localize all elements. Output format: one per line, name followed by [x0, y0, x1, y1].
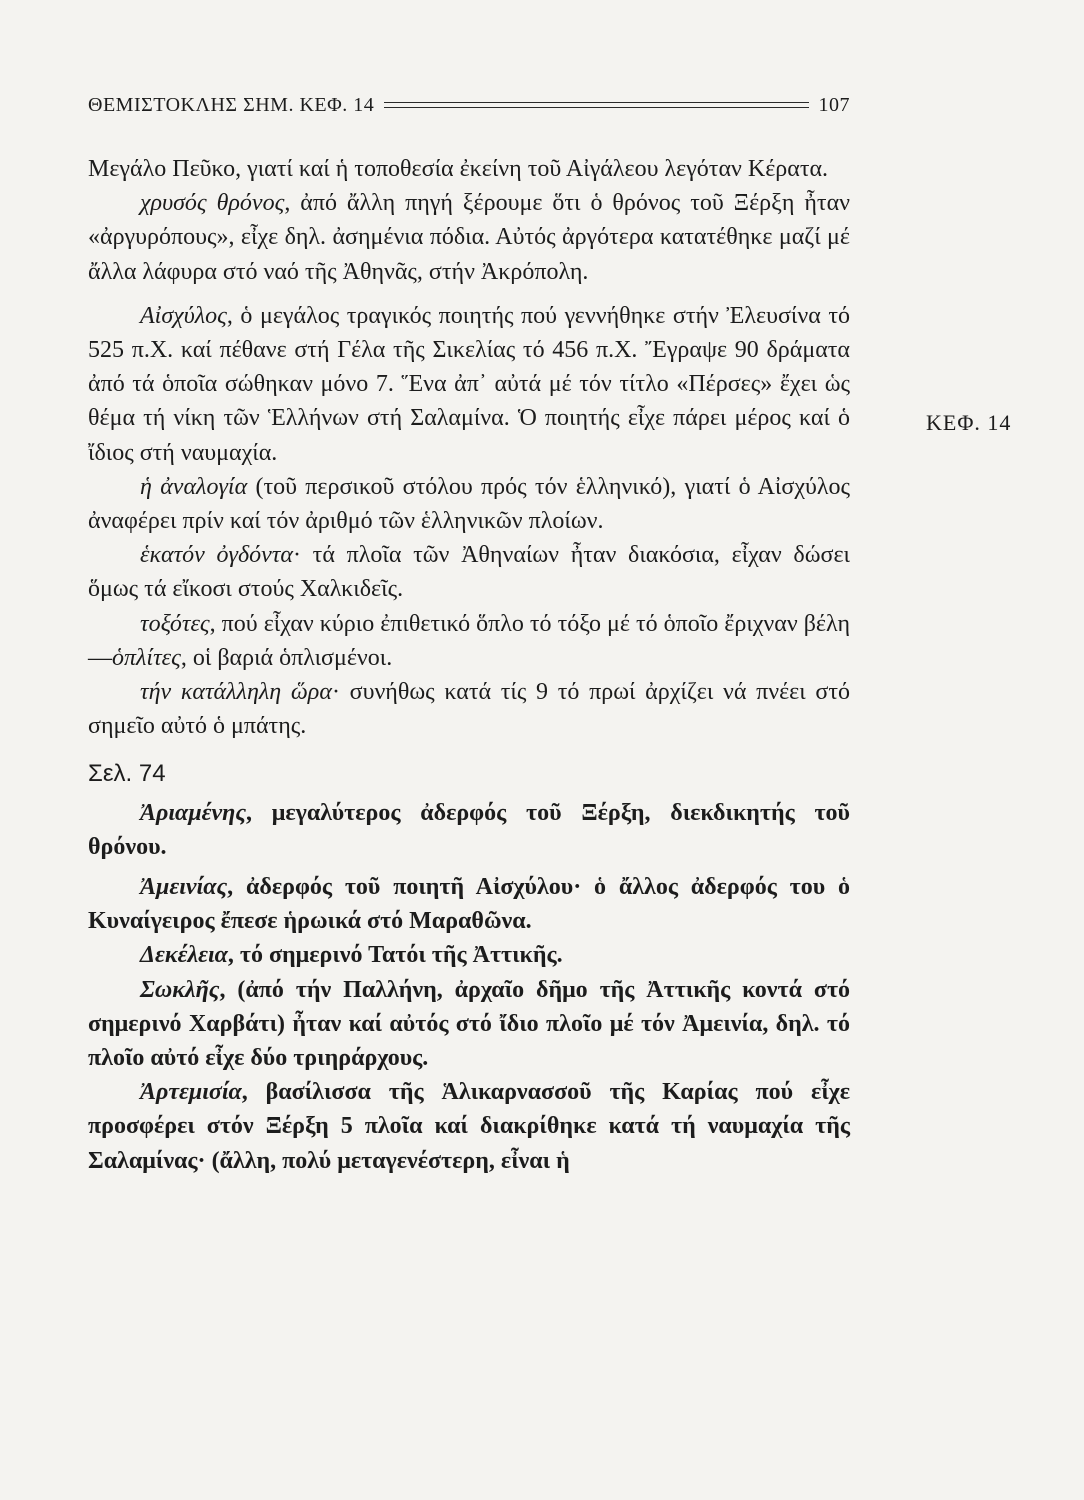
gloss-term: ἑκατόν ὀγδόντα	[140, 542, 293, 569]
gloss-text: , βασίλισσα τῆς Ἁλικαρνασσοῦ τῆς Καρίας πού εἶχε προσφέρει στόν Ξέρξη 5 πλοῖα καί διακρίθηκε κατά τή ναυμαχία τῆς Σαλαμίνας· (ἄλλη, πολύ μεταγενέστερη, εἶναι ἡ	[88, 1079, 850, 1174]
gloss-text: , (ἀπό τήν Παλλήνη, ἀρχαῖο δῆμο τῆς Ἀττικῆς κοντά στό σημερινό Χαρβάτι) ἦταν καί αὐτός στό ἴδιο πλοῖο μέ τόν Ἀμεινία, δηλ. τό πλοῖο αὐτό εἶχε δύο τριηράρχους.	[88, 976, 850, 1072]
gloss-text: , πού εἶχαν κύριο ἐπιθετικό ὅπλο τό τόξο μέ τό ὁποῖο ἔριχναν βέλη—	[88, 610, 850, 671]
paragraph	[88, 607, 850, 675]
gloss-term: χρυσός θρόνος	[140, 190, 285, 217]
paragraph	[88, 538, 850, 606]
gloss-term: Δεκέλεια	[140, 942, 228, 969]
paragraph	[88, 796, 850, 864]
header-double-rule	[384, 102, 808, 108]
paragraph	[88, 186, 850, 289]
paragraph	[88, 152, 850, 186]
gloss-term: Ἀμεινίας	[140, 874, 228, 901]
gloss-term: Σωκλῆς	[140, 976, 220, 1003]
body-text	[88, 152, 850, 1178]
page-number: 107	[818, 93, 850, 116]
gloss-text: (τοῦ περσικοῦ στόλου πρός τόν ἑλληνικό), γιατί ὁ Αἰσχύλος ἀναφέρει πρίν καί τόν ἀριθμό τῶν ἑλληνικῶν πλοίων.	[88, 473, 851, 535]
gloss-term: τοξότες	[140, 610, 210, 637]
paragraph	[88, 675, 850, 743]
gloss-text: , ἀπό ἄλλη πηγή ξέρουμε ὅτι ὁ θρόνος τοῦ Ξέρξη ἦταν «ἀργυρόπους», εἶχε δηλ. ἀσημένια πόδια. Αὐτός ἀργότερα κατατέθηκε μαζί μέ ἄλλα λάφυρα στό ναό τῆς Ἀθηνᾶς, στήν Ἀκρόπολη.	[88, 190, 850, 285]
margin-chapter-note: ΚΕΦ. 14	[926, 410, 1012, 435]
running-header	[88, 90, 850, 120]
paragraph	[88, 870, 850, 938]
paragraph	[88, 299, 850, 470]
paragraph	[88, 470, 850, 538]
gloss-text: , τό σημερινό Τατόι τῆς Ἀττικῆς.	[227, 942, 563, 969]
header-title: ΘΕΜΙΣΤΟΚΛΗΣ ΣΗΜ. ΚΕΦ. 14	[88, 93, 375, 116]
gloss-term: Ἀριαμένης	[140, 799, 247, 826]
paragraph	[88, 1075, 850, 1178]
gloss-term-secondary: ὁπλίτες	[112, 644, 181, 671]
paragraph-text: Μεγάλο Πεῦκο, γιατί καί ἡ τοποθεσία ἐκείνη τοῦ Αἰγάλεου λεγόταν Κέρατα.	[88, 156, 829, 182]
paragraph	[88, 938, 850, 972]
paragraph	[88, 973, 850, 1076]
gloss-term: Ἀρτεμισία	[140, 1079, 242, 1106]
gloss-text: · τά πλοῖα τῶν Ἀθηναίων ἦταν διακόσια, εἶχαν δώσει ὅμως τά εἴκοσι στούς Χαλκιδεῖς.	[88, 542, 850, 603]
gloss-text: , μεγαλύτερος ἀδερφός τοῦ Ξέρξη, διεκδικητής τοῦ θρόνου.	[88, 799, 850, 860]
gloss-text: , ὁ μεγάλος τραγικός ποιητής πού γεννήθηκε στήν Ἐλευσίνα τό 525 π.Χ. καί πέθανε στή Γέλα τῆς Σικελίας τό 456 π.Χ. Ἔγραψε 90 δράματα ἀπό τά ὁποῖα σώθηκαν μόνο 7. Ἕνα ἀπ᾽ αὐτά μέ τόν τίτλο «Πέρσες» ἔχει ὡς θέμα τή νίκη τῶν Ἑλλήνων στή Σαλαμίνα. Ὁ ποιητής εἶχε πάρει μέρος καί ὁ ἴδιος στή ναυμαχία.	[88, 302, 850, 466]
gloss-term: ἡ ἀναλογία	[140, 473, 248, 500]
gloss-term: Αἰσχύλος	[140, 302, 227, 329]
gloss-text: · συνήθως κατά τίς 9 τό πρωί ἀρχίζει νά πνέει στό σημεῖο αὐτό ὁ μπάτης.	[88, 679, 851, 740]
gloss-text: , ἀδερφός τοῦ ποιητῆ Αἰσχύλου· ὁ ἄλλος ἀδερφός του ὁ Κυναίγειρος ἔπεσε ἡρωικά στό Μαραθῶνα.	[88, 874, 850, 935]
gloss-text-secondary: , οἱ βαριά ὁπλισμένοι.	[180, 644, 393, 671]
section-label: Σελ. 74	[88, 760, 166, 788]
gloss-term: τήν κατάλληλη ὥρα	[140, 679, 332, 706]
